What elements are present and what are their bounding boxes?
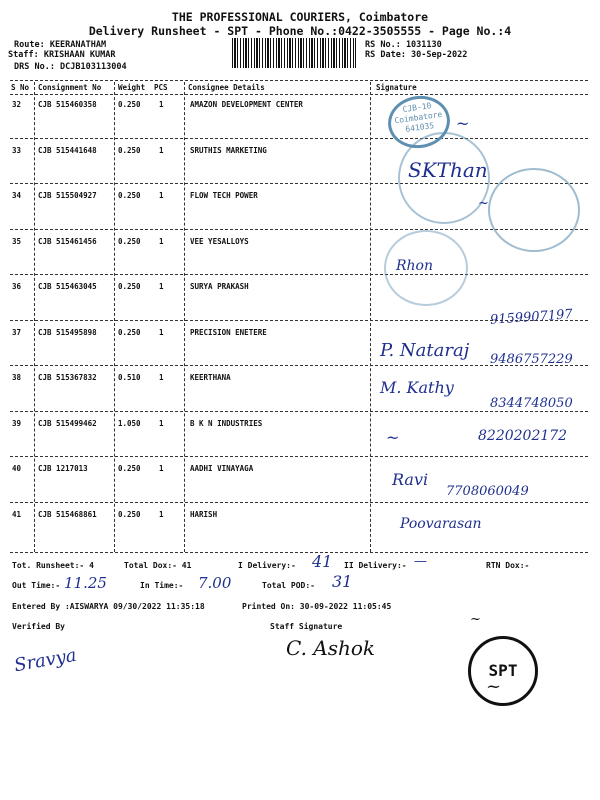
rtn-dox: RTN Dox:- [486,561,530,570]
row-weight: 0.250 [118,145,141,155]
row38-name: M. Kathy [380,378,454,397]
table-header-line [10,94,588,95]
row-consignee: AADHI VINAYAGA [190,464,254,473]
ii-delivery: II Delivery:- [344,561,407,570]
drs-label: DRS No.: DCJB103113004 [14,62,127,72]
i-delivery: I Delivery:- [238,561,296,570]
row-consignee: VEE YESALLOYS [190,236,249,246]
total-pod-value: 31 [332,572,353,591]
row-weight: 0.250 [118,509,141,519]
row-consignee: PRECISION ENETERE [190,327,267,337]
row-consignment: CJB 515463045 [38,282,97,291]
ii-delivery-value: — [414,554,427,569]
row-sno: 37 [12,327,22,337]
row-pcs: 1 [159,418,164,428]
row-weight: 0.250 [118,464,141,473]
row-sno: 33 [12,145,22,155]
row-sno: 41 [12,509,22,519]
manager-signature: ~ [470,612,481,627]
row-consignment: CJB 1217013 [38,464,88,473]
total-pod: Total POD:- [262,581,315,590]
total-dox: Total Dox:- 41 [124,561,192,570]
runsheet-subtitle: Delivery Runsheet - SPT - Phone No.:0422-3505555 - Page No.:4 [88,24,512,38]
staff-signature-mark: C. Ashok [286,636,376,660]
row-sno: 34 [12,191,22,200]
row-consignee: B K N INDUSTRIES [190,418,263,428]
row-weight: 0.250 [118,100,141,109]
row-separator [10,502,588,503]
printed-on: Printed On: 30-09-2022 11:05:45 [242,602,392,611]
row-weight: 0.250 [118,282,141,291]
verified-signature: Sravya [12,644,79,677]
rs-date: RS Date: 30-Sep-2022 [365,50,468,60]
row-pcs: 1 [159,327,164,337]
header-sno: S No [11,83,30,92]
in-time-value: 7.00 [198,574,232,592]
row-sno: 40 [12,464,22,473]
signature-row33: SKThan [408,158,488,182]
staff-label: Staff: KRISHAAN KUMAR [8,50,116,60]
stamp-signature: ~ [486,676,502,697]
row41-name: Poovarasan [400,516,482,532]
row-pcs: 1 [159,236,164,246]
staff-signature: Staff Signature [270,622,343,631]
round-stamp-2 [488,168,580,252]
courier-stamp-text: CJB-10 Coimbatore 641035 [393,101,443,134]
tot-runsheet: Tot. Runsheet:- 4 [12,561,94,570]
row-separator [10,274,588,275]
row-consignment: CJB 515495898 [38,327,97,337]
row-consignee: AMAZON DEVELOPMENT CENTER [190,100,303,109]
runsheet-title: THE PROFESSIONAL COURIERS, Coimbatore [171,10,429,24]
row-pcs: 1 [159,145,164,155]
signature-row32: ~ [456,114,470,133]
table-bottom-line [10,552,588,553]
in-time: In Time:- [140,581,184,590]
row-consignee: SURYA PRAKASH [190,282,249,291]
row-sno: 39 [12,418,22,428]
row-consignment: CJB 515441648 [38,145,97,155]
header-signature: Signature [376,83,417,92]
row39-phone: 8220202172 [478,428,568,444]
row37-name: P. Nataraj [380,340,470,361]
row-consignment: CJB 515499462 [38,418,97,428]
row-weight: 0.250 [118,236,141,246]
row36-phone: 9159907197 [489,307,574,328]
col-sep-2 [114,82,115,552]
row-consignment: CJB 515460358 [38,100,97,109]
row-consignee: KEERTHANA [190,373,231,382]
rs-number: RS No.: 1031130 [365,40,442,50]
row-consignment: CJB 515468861 [38,509,97,519]
row-weight: 1.050 [118,418,141,428]
row-pcs: 1 [159,509,164,519]
row40-sig: Ravi [392,470,429,489]
out-time: Out Time:- [12,581,61,590]
route-label: Route: KEERANATHAM [14,40,107,50]
row38-phone: 8344748050 [490,396,573,411]
row-pcs: 1 [159,100,164,109]
barcode [232,38,356,68]
header-pcs: PCS [154,83,168,92]
col-sep-4 [370,82,371,552]
row-consignment: CJB 515367832 [38,373,97,382]
row-sno: 38 [12,373,22,382]
row-pcs: 1 [159,373,164,382]
spt-stamp [468,636,538,706]
table-top-line [10,80,588,81]
row-pcs: 1 [159,191,164,200]
row-weight: 0.250 [118,327,141,337]
row-separator [10,138,588,139]
entered-by: Entered By :AISWARYA 09/30/2022 11:35:18 [12,602,205,611]
row-separator [10,456,588,457]
col-sep-1 [34,82,35,552]
i-delivery-value: 41 [312,552,333,571]
row39-sig: ~ [386,428,400,447]
row-weight: 0.510 [118,373,141,382]
row-consignee: FLOW TECH POWER [190,191,258,200]
row-consignment: CJB 515461456 [38,236,97,246]
header-weight: Weight [118,83,146,92]
verified-by: Verified By [12,622,65,631]
row-sno: 32 [12,100,22,109]
row-consignee: SRUTHIS MARKETING [190,145,267,155]
row-consignment: CJB 515504927 [38,191,97,200]
header-consignment: Consignment No [38,83,102,92]
row-sno: 36 [12,282,22,291]
row-pcs: 1 [159,464,164,473]
signature-row35: Rhon [396,258,434,274]
out-time-value: 11.25 [64,574,107,592]
row-pcs: 1 [159,282,164,291]
row-sno: 35 [12,236,22,246]
col-sep-3 [184,82,185,552]
row-weight: 0.250 [118,191,141,200]
signature-row34: ~ [478,196,489,211]
spt-stamp-text: SPT [488,661,518,680]
row40-phone: 7708060049 [446,484,529,499]
row37-phone: 9486757229 [490,352,573,367]
row-consignee: HARISH [190,509,218,519]
header-consignee: Consignee Details [188,83,265,92]
